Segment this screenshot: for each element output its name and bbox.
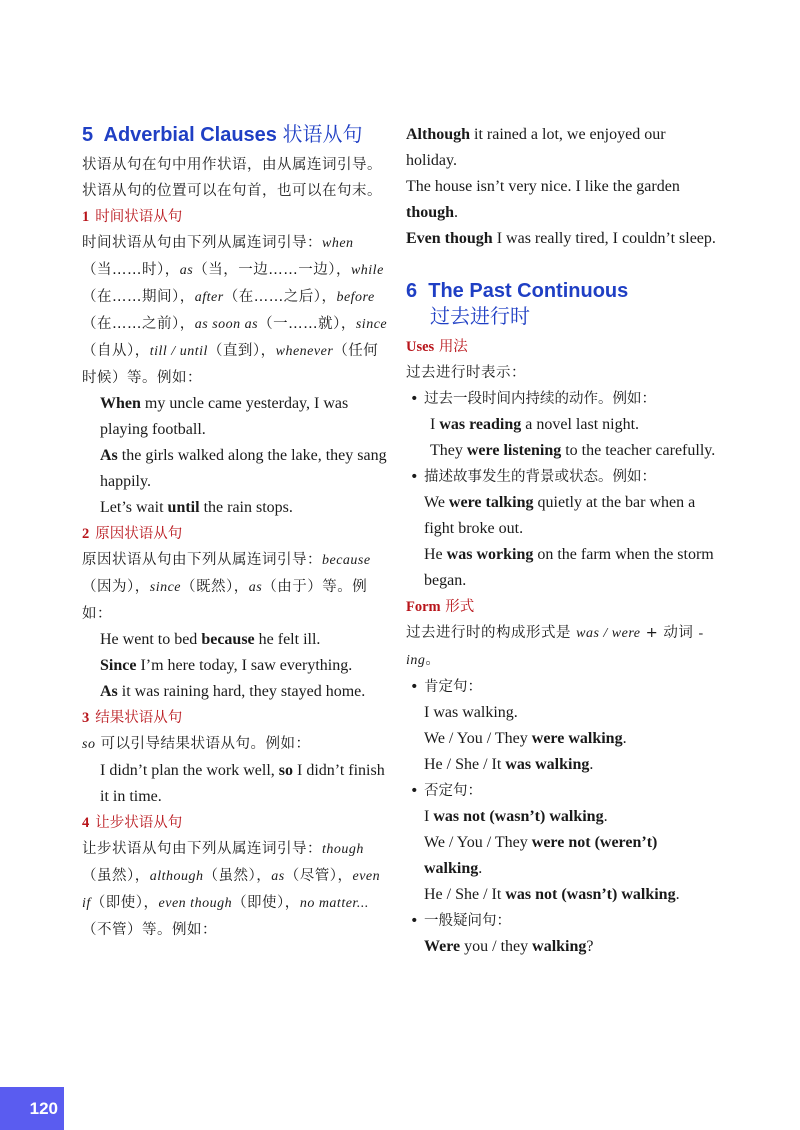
example-sentence: Were you / they walking?	[424, 938, 594, 955]
subheading-time: 1 时间状语从句	[82, 209, 183, 225]
bullet-item: • 一般疑问句：	[406, 908, 716, 934]
subheading-concession: 4 让步状语从句	[82, 815, 183, 831]
concession-conjunctions: 让步状语从句由下列从属连词引导：though（虽然），although（虽然），as（尽管），even if（即使），even though（即使），no matter...（不管）等。例如：	[82, 841, 381, 938]
example-sentence: He went to bed because he felt ill.	[100, 631, 321, 648]
spacer	[406, 252, 716, 278]
section-5-heading	[82, 122, 392, 148]
section-title-en: The Past Continuous	[428, 280, 629, 302]
subheading-form: Form 形式	[406, 599, 475, 615]
bullet-item: • 描述故事发生的背景或状态。例如：	[406, 464, 716, 490]
bullet-item: • 过去一段时间内持续的动作。例如：	[406, 386, 716, 412]
example-sentence: Although it rained a lot, we enjoyed our holiday.	[406, 126, 666, 169]
left-column	[82, 122, 392, 943]
example-sentence: Since I’m here today, I saw everything.	[100, 657, 353, 674]
section-6-heading	[406, 278, 716, 330]
form-intro: 过去进行时的构成形式是 was / were + 动词 -ing。	[406, 625, 704, 668]
section-title-zh: 过去进行时	[430, 306, 530, 328]
bullet-item: • 否定句：	[406, 778, 716, 804]
subheading-result: 3 结果状语从句	[82, 710, 183, 726]
section-intro: 状语从句在句中用作状语，由从属连词引导。状语从句的位置可以在句首，也可以在句末。	[82, 157, 382, 199]
subheading-uses: Uses 用法	[406, 339, 468, 355]
example-sentence: The house isn’t very nice. I like the garden though.	[406, 178, 680, 221]
example-sentence: I was reading a novel last night.	[430, 416, 640, 433]
example-sentence: As it was raining hard, they stayed home.	[100, 683, 366, 700]
uses-intro: 过去进行时表示：	[406, 365, 526, 381]
section-number: 6	[406, 280, 418, 302]
example-sentence: Even though I was really tired, I couldn’t sleep.	[406, 230, 716, 247]
example-sentence: I didn’t plan the work well, so I didn’t finish it in time.	[100, 762, 385, 805]
example-sentence: They were listening to the teacher carefully.	[430, 442, 716, 459]
bullet-item: • 肯定句：	[406, 674, 716, 700]
example-sentence: As the girls walked along the lake, they sang happily.	[100, 447, 387, 490]
example-sentence: He / She / It was walking.	[424, 756, 594, 773]
example-sentence: I was walking.	[424, 704, 518, 721]
subheading-reason: 2 原因状语从句	[82, 526, 183, 542]
example-sentence: We / You / They were walking.	[424, 730, 627, 747]
example-sentence: He was working on the farm when the storm began.	[424, 546, 714, 589]
section-title-zh: 状语从句	[282, 124, 363, 146]
time-conjunctions: 时间状语从句由下列从属连词引导：when（当……时），as（当，一边……一边），while（在……期间），after（在……之后），before（在……之前），as soon as（一……就），since（自从），till / until（直到），whenever（任何时候）等。例如：	[82, 235, 388, 386]
example-sentence: When my uncle came yesterday, I was playing football.	[100, 395, 349, 438]
example-sentence: I was not (wasn’t) walking.	[424, 808, 608, 825]
right-column	[406, 122, 716, 960]
section-title-en: Adverbial Clauses	[103, 124, 277, 146]
result-conjunctions: so 可以引导结果状语从句。例如：	[82, 736, 311, 752]
example-sentence: Let’s wait until the rain stops.	[100, 499, 293, 516]
example-sentence: We were talking quietly at the bar when a fight broke out.	[424, 494, 696, 537]
reason-conjunctions: 原因状语从句由下列从属连词引导：because（因为），since（既然），as（由于）等。例如：	[82, 552, 371, 622]
section-number: 5	[82, 124, 94, 146]
example-sentence: We / You / They were not (weren’t) walking.	[424, 834, 658, 877]
example-sentence: He / She / It was not (wasn’t) walking.	[424, 886, 680, 903]
page-number: 120	[0, 1087, 64, 1130]
